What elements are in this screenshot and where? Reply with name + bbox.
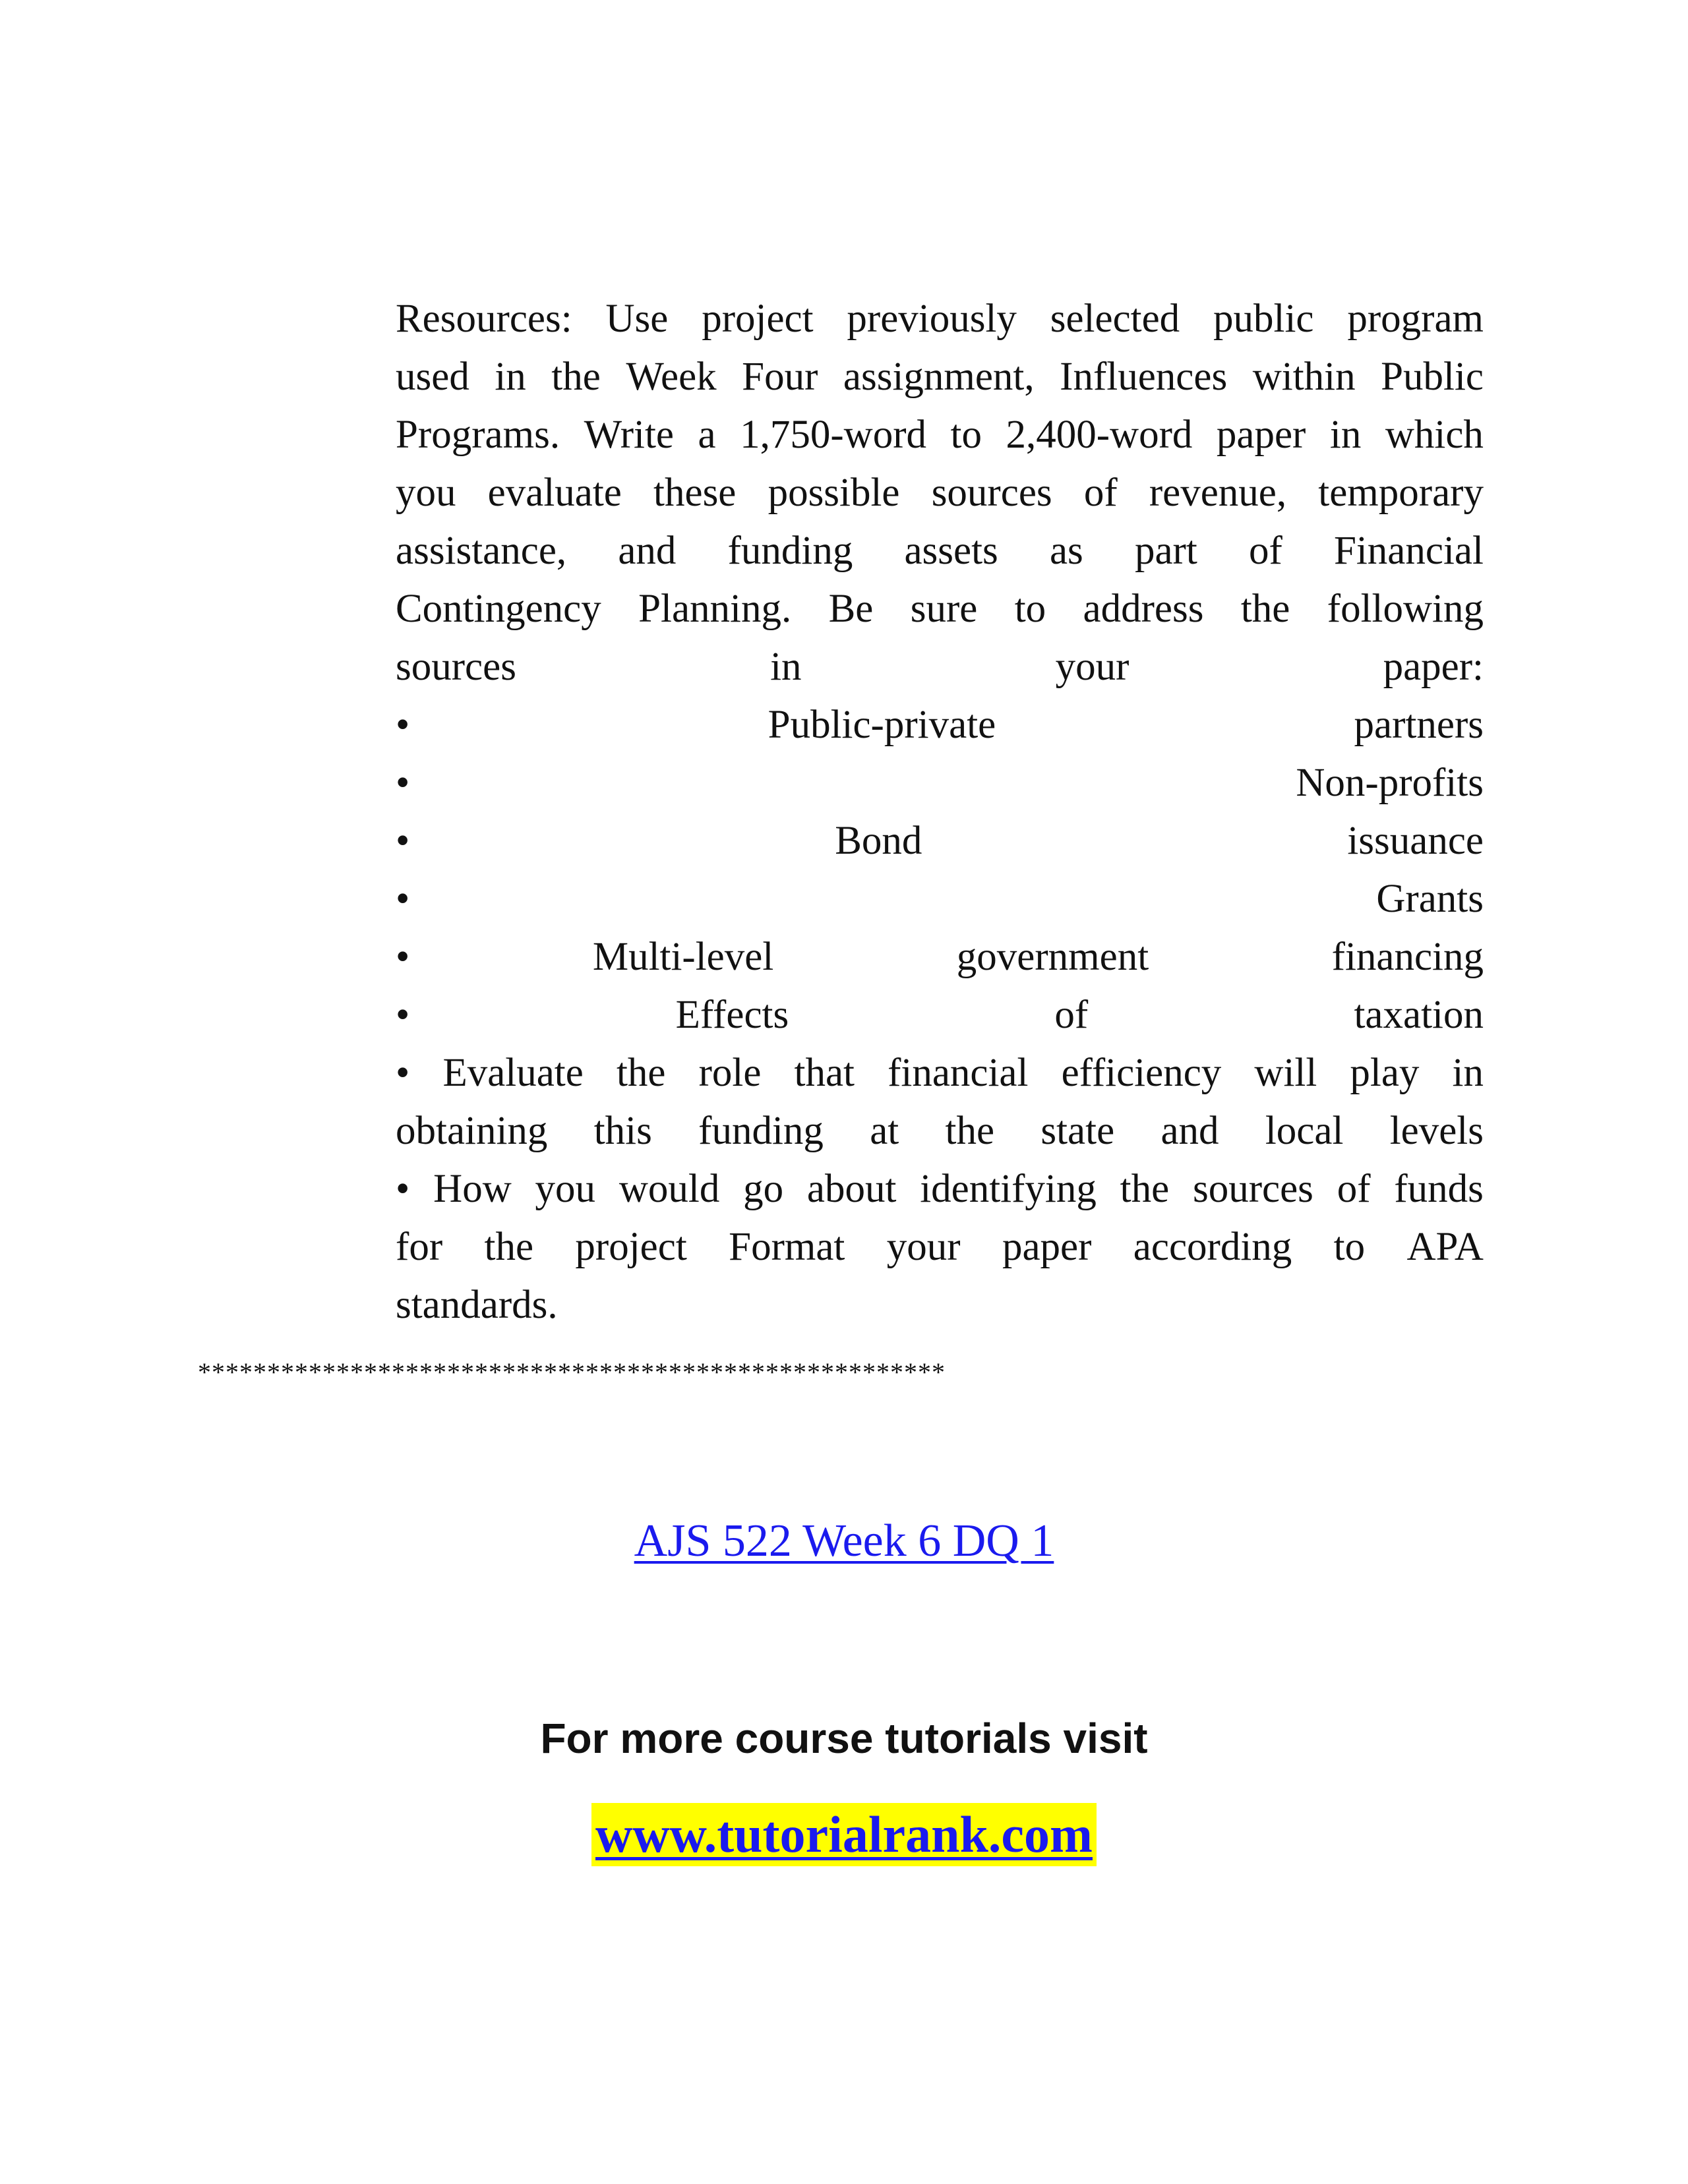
text-word: to: [1014, 587, 1046, 631]
assignment-text: [396, 290, 1484, 1334]
text-word: evaluate: [487, 471, 622, 515]
text-word: sources: [931, 471, 1052, 515]
text-line-last: [396, 1276, 1484, 1334]
text-word: your: [1055, 645, 1130, 689]
text-word: 1,750-word: [740, 413, 927, 457]
text-word: will: [1254, 1051, 1317, 1095]
text-line: [396, 348, 1484, 406]
website-link[interactable]: www.tutorialrank.com: [591, 1803, 1097, 1866]
text-word: of: [1083, 471, 1118, 515]
separator-line: ******************************************************: [198, 1357, 946, 1387]
text-word: Influences: [1060, 355, 1228, 399]
bullet-icon: •: [396, 993, 410, 1037]
sources-line: [396, 638, 1484, 696]
text-word: funding: [727, 529, 853, 573]
text-word: Use: [605, 297, 669, 341]
text-word: Public-private: [768, 703, 996, 747]
text-word: obtaining: [396, 1109, 548, 1153]
text-word: government: [956, 935, 1149, 979]
text-word: Bond: [835, 819, 922, 863]
text-word: Multi-level: [592, 935, 774, 979]
text-word: sources: [396, 645, 516, 689]
bullet-icon: •: [396, 877, 410, 921]
bullet-icon: •: [396, 703, 410, 747]
bullet-icon: •: [396, 761, 410, 805]
text-word: funds: [1394, 1167, 1484, 1211]
text-word: Evaluate: [442, 1051, 584, 1095]
text-word: of: [1337, 1167, 1371, 1211]
bullet-item-taxation: [396, 986, 1484, 1044]
bullet-icon: •: [396, 819, 410, 863]
text-word: a: [698, 413, 716, 457]
text-word: you: [396, 471, 456, 515]
text-word: possible: [768, 471, 900, 515]
text-word: levels: [1389, 1109, 1484, 1153]
text-word: Financial: [1333, 529, 1484, 573]
text-word: 2,400-word: [1006, 413, 1193, 457]
text-line: [396, 1102, 1484, 1160]
text-word: financing: [1331, 935, 1484, 979]
text-word: Write: [584, 413, 674, 457]
text-word: to: [950, 413, 982, 457]
text-word: your: [886, 1225, 961, 1269]
text-word: within: [1252, 355, 1356, 399]
text-word: you: [535, 1167, 596, 1211]
text-word: •: [396, 1051, 410, 1095]
text-word: project: [702, 297, 814, 341]
text-word: the: [945, 1109, 995, 1153]
bullet-item-bond-issuance: [396, 812, 1484, 870]
text-word: Resources:: [396, 297, 572, 341]
text-word: project: [575, 1225, 687, 1269]
text-word: address: [1083, 587, 1204, 631]
cta-text: For more course tutorials visit: [540, 1715, 1148, 1762]
text-word: program: [1347, 297, 1484, 341]
text-word: Public: [1381, 355, 1484, 399]
text-word: the: [616, 1051, 666, 1095]
bullet-item-grants: [396, 870, 1484, 928]
text-word: about: [806, 1167, 897, 1211]
text-line: [396, 1160, 1484, 1218]
text-word: part: [1134, 529, 1197, 573]
text-word: go: [743, 1167, 784, 1211]
text-word: this: [593, 1109, 652, 1153]
text-word: paper: [1002, 1225, 1092, 1269]
text-line: [396, 290, 1484, 348]
text-word: APA: [1406, 1225, 1484, 1269]
text-word: efficiency: [1061, 1051, 1222, 1095]
text-word: funding: [698, 1109, 824, 1153]
text-line: [396, 406, 1484, 464]
text-word: paper: [1216, 413, 1306, 457]
text-word: Be: [828, 587, 874, 631]
text-word: local: [1265, 1109, 1344, 1153]
text-word: in: [1329, 413, 1362, 457]
text-word: that: [794, 1051, 855, 1095]
text-word: the: [1120, 1167, 1170, 1211]
text-word: identifying: [920, 1167, 1097, 1211]
bullet-item-non-profits: [396, 754, 1484, 812]
text-word: the: [1240, 587, 1290, 631]
text-word: Week: [626, 355, 717, 399]
text-word: How: [433, 1167, 512, 1211]
text-word: assistance,: [396, 529, 567, 573]
bullet-item-multi-level: [396, 928, 1484, 986]
text-line: [396, 1044, 1484, 1102]
text-word: as: [1049, 529, 1083, 573]
text-word: •: [396, 1167, 410, 1211]
text-word: sure: [910, 587, 978, 631]
text-word: issuance: [1347, 819, 1484, 863]
text-word: these: [653, 471, 737, 515]
text-word: following: [1327, 587, 1484, 631]
text-line: [396, 464, 1484, 522]
website-wrapper: [0, 1803, 1688, 1866]
text-word: the: [551, 355, 601, 399]
text-word: Planning.: [638, 587, 792, 631]
course-link[interactable]: AJS 522 Week 6 DQ 1: [634, 1516, 1054, 1566]
text-word: which: [1385, 413, 1484, 457]
text-word: Contingency: [396, 587, 601, 631]
text-word: standards.: [396, 1283, 558, 1327]
text-word: for: [396, 1225, 443, 1269]
text-word: role: [698, 1051, 762, 1095]
text-word: paper:: [1383, 645, 1484, 689]
text-word: Programs.: [396, 413, 560, 457]
text-word: and: [1160, 1109, 1219, 1153]
text-word: of: [1054, 993, 1089, 1037]
text-word: Effects: [675, 993, 789, 1037]
text-line: [396, 580, 1484, 638]
text-word: according: [1133, 1225, 1292, 1269]
bullet-item-public-private: [396, 696, 1484, 754]
text-word: previously: [847, 297, 1017, 341]
text-word: play: [1350, 1051, 1420, 1095]
text-line: [396, 522, 1484, 580]
text-word: used: [396, 355, 469, 399]
text-word: at: [870, 1109, 899, 1153]
text-word: and: [618, 529, 677, 573]
text-word: revenue,: [1149, 471, 1287, 515]
text-word: Format: [729, 1225, 845, 1269]
bullet-icon: •: [396, 935, 410, 979]
text-word: the: [484, 1225, 534, 1269]
text-word: in: [1452, 1051, 1484, 1095]
text-word: assets: [904, 529, 998, 573]
text-word: public: [1213, 297, 1314, 341]
text-word: selected: [1050, 297, 1180, 341]
text-word: sources: [1192, 1167, 1313, 1211]
text-word: financial: [888, 1051, 1029, 1095]
text-word: Grants: [1376, 877, 1484, 921]
text-word: would: [618, 1167, 720, 1211]
text-word: Non-profits: [1296, 761, 1484, 805]
text-word: state: [1040, 1109, 1115, 1153]
text-word: assignment,: [843, 355, 1035, 399]
text-line: [396, 1218, 1484, 1276]
text-word: taxation: [1354, 993, 1484, 1037]
text-word: in: [495, 355, 526, 399]
text-word: to: [1333, 1225, 1366, 1269]
text-word: in: [770, 645, 802, 689]
text-word: Four: [742, 355, 818, 399]
text-word: of: [1248, 529, 1282, 573]
text-word: temporary: [1318, 471, 1484, 515]
text-word: partners: [1354, 703, 1484, 747]
